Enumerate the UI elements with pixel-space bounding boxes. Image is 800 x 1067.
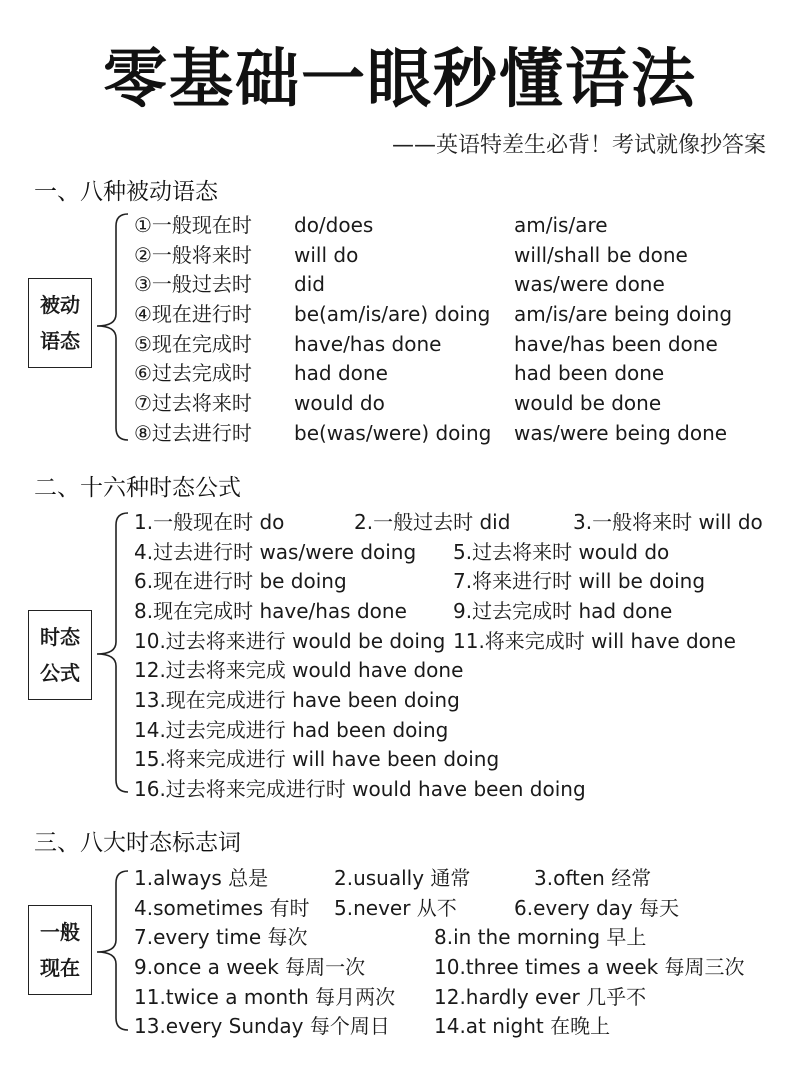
- tense-name: ②一般将来时: [134, 243, 252, 267]
- list-item: 2.一般过去时 did: [354, 510, 511, 534]
- list-item: 15.将来完成进行 will have been doing: [134, 747, 500, 771]
- list-item: 5.过去将来时 would do: [453, 540, 670, 564]
- passive-form: have/has been done: [514, 332, 718, 356]
- section-heading-tense-formulas: 二、十六种时态公式: [34, 475, 241, 501]
- active-form: have/has done: [294, 332, 442, 356]
- tense-name: ⑤现在完成时: [134, 332, 252, 356]
- list-item: 7.将来进行时 will be doing: [453, 569, 706, 593]
- list-item: 11.将来完成时 will have done: [453, 629, 736, 653]
- list-item: 3.often 经常: [534, 866, 652, 890]
- list-item: 8.in the morning 早上: [434, 925, 647, 949]
- list-item: 14.过去完成进行 had been doing: [134, 718, 449, 742]
- brace-section2: [97, 513, 128, 792]
- tense-name: ⑥过去完成时: [134, 361, 252, 385]
- label-box-passive-voice: [28, 278, 92, 368]
- active-form: be(was/were) doing: [294, 421, 492, 445]
- tense-name: ③一般过去时: [134, 272, 252, 296]
- tense-name: ⑦过去将来时: [134, 391, 252, 415]
- list-item: 10.three times a week 每周三次: [434, 955, 745, 979]
- list-item: 8.现在完成时 have/has done: [134, 599, 407, 623]
- list-item: 11.twice a month 每月两次: [134, 985, 396, 1009]
- tense-name: ①一般现在时: [134, 213, 252, 237]
- label-box-line: 被动: [40, 293, 80, 317]
- page-subtitle: ——英语特差生必背！考试就像抄答案: [391, 133, 766, 158]
- active-form: will do: [294, 243, 359, 267]
- list-item: 2.usually 通常: [334, 866, 471, 890]
- list-item: 4.sometimes 有时: [134, 896, 310, 920]
- list-item: 4.过去进行时 was/were doing: [134, 540, 417, 564]
- tense-name: ④现在进行时: [134, 302, 252, 326]
- section-heading-tense-signal-words: 三、八大时态标志词: [34, 830, 241, 856]
- label-box-line: 现在: [40, 956, 80, 980]
- list-item: 6.every day 每天: [514, 896, 680, 920]
- active-form: would do: [294, 391, 385, 415]
- passive-form: am/is/are: [514, 213, 608, 237]
- list-item: 10.过去将来进行 would be doing: [134, 629, 446, 653]
- passive-form: would be done: [514, 391, 662, 415]
- active-form: did: [294, 272, 325, 296]
- passive-form: was/were being done: [514, 421, 728, 445]
- label-box-line: 时态: [40, 625, 80, 649]
- list-item: 12.hardly ever 几乎不: [434, 985, 647, 1009]
- list-item: 5.never 从不: [334, 896, 457, 920]
- list-item: 13.every Sunday 每个周日: [134, 1014, 390, 1038]
- label-box-line: 语态: [40, 329, 80, 353]
- label-box-line: 公式: [40, 661, 80, 685]
- list-item: 16.过去将来完成进行时 would have been doing: [134, 777, 586, 801]
- passive-form: am/is/are being doing: [514, 302, 733, 326]
- passive-form: was/were done: [514, 272, 665, 296]
- passive-form: had been done: [514, 361, 665, 385]
- list-item: 1.always 总是: [134, 866, 269, 890]
- list-item: 7.every time 每次: [134, 925, 308, 949]
- list-item: 9.过去完成时 had done: [453, 599, 673, 623]
- passive-form: will/shall be done: [514, 243, 688, 267]
- section-heading-passive-voice: 一、八种被动语态: [34, 179, 218, 205]
- list-item: 1.一般现在时 do: [134, 510, 285, 534]
- page-title: 零基础一眼秒懂语法: [103, 43, 697, 117]
- list-item: 6.现在进行时 be doing: [134, 569, 347, 593]
- list-item: 13.现在完成进行 have been doing: [134, 688, 460, 712]
- list-item: 14.at night 在晚上: [434, 1014, 611, 1038]
- active-form: be(am/is/are) doing: [294, 302, 491, 326]
- list-item: 3.一般将来时 will do: [573, 510, 763, 534]
- label-box-line: 一般: [40, 920, 80, 944]
- active-form: had done: [294, 361, 388, 385]
- list-item: 9.once a week 每周一次: [134, 955, 366, 979]
- brace-section3: [97, 871, 128, 1030]
- label-box-simple-present: [28, 905, 92, 995]
- brace-section1: [97, 214, 128, 440]
- list-item: 12.过去将来完成 would have done: [134, 658, 464, 682]
- active-form: do/does: [294, 213, 374, 237]
- label-box-tense-formulas: [28, 610, 92, 700]
- tense-name: ⑧过去进行时: [134, 421, 252, 445]
